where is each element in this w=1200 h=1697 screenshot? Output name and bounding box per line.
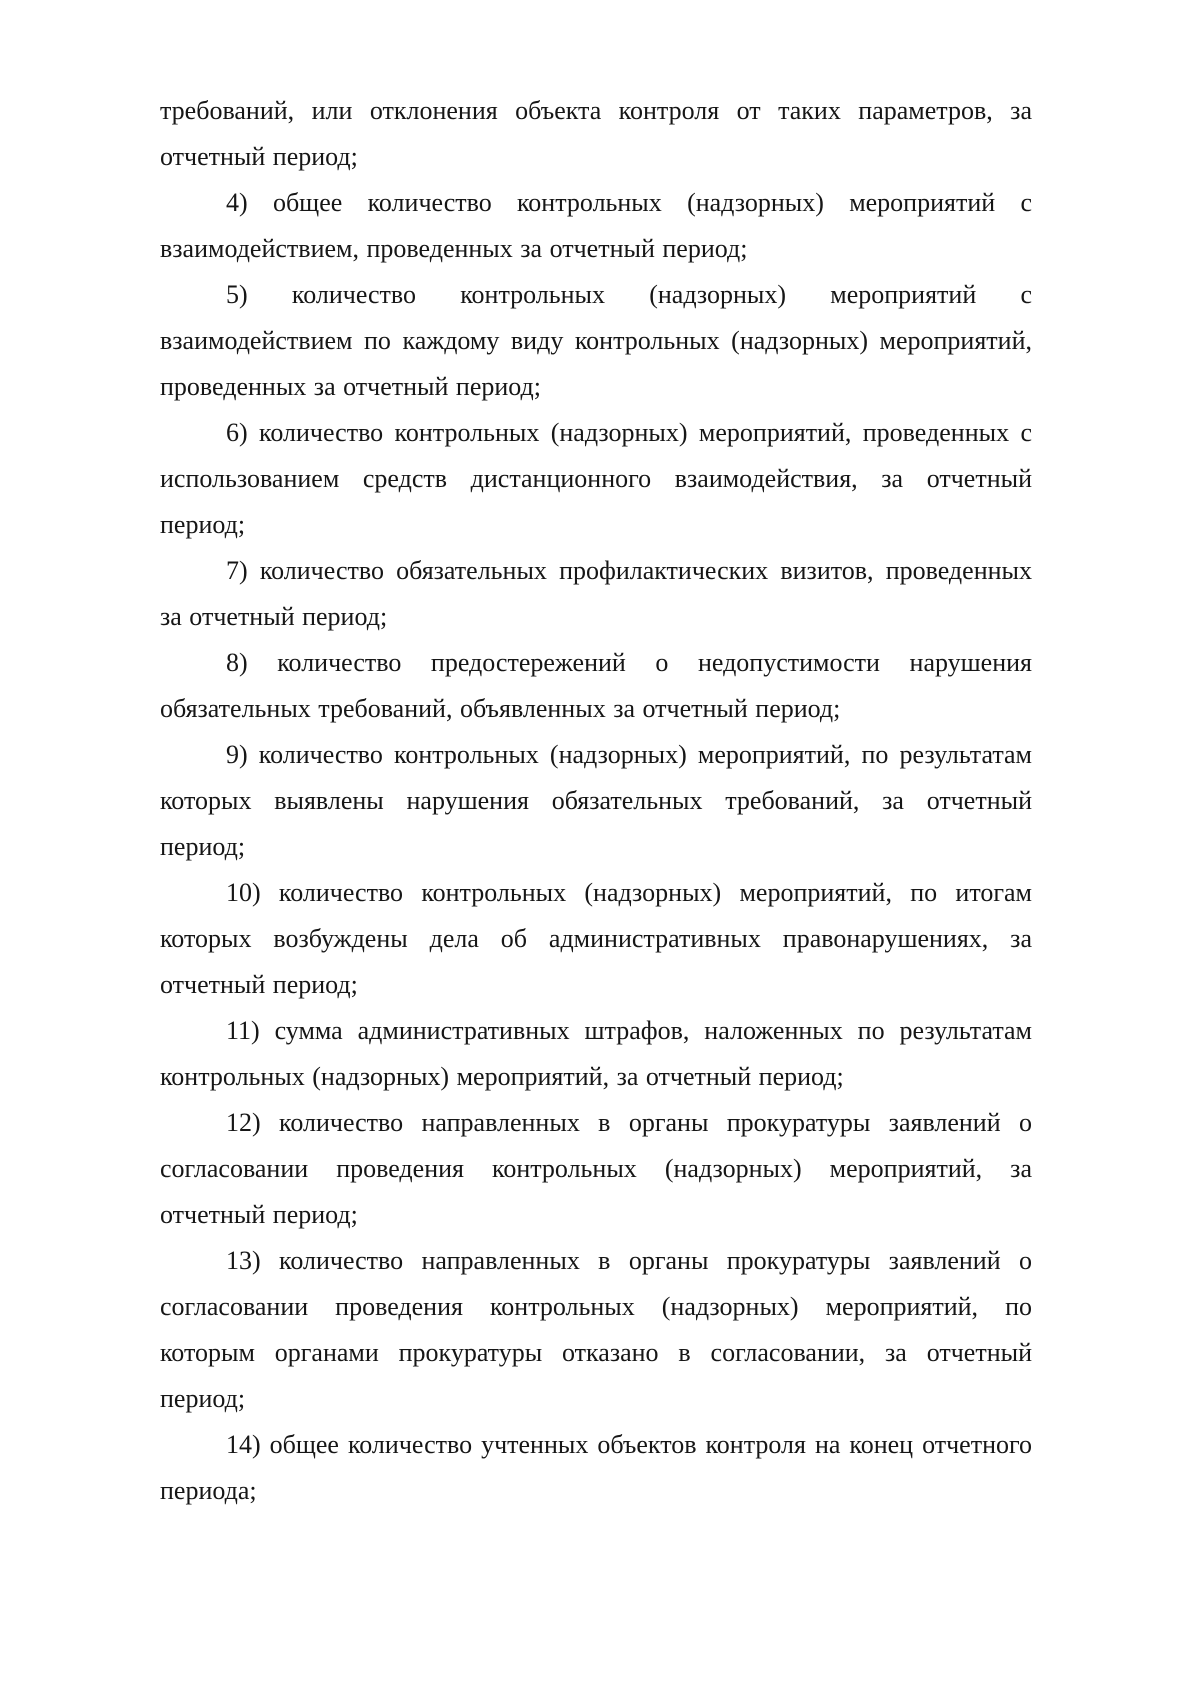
list-item-paragraph-4: 4) общее количество контрольных (надзорных) мероприятий с взаимодействием, проведенных за отчетный период; xyxy=(160,188,1032,263)
list-item-paragraph-14: 14) общее количество учтенных объектов контроля на конец отчетного периода; xyxy=(160,1430,1032,1505)
document-body xyxy=(160,88,1032,1514)
list-item-paragraph-12: 12) количество направленных в органы прокуратуры заявлений о согласовании проведения контрольных (надзорных) мероприятий, за отчетный период; xyxy=(160,1108,1032,1229)
list-item-paragraph-11: 11) сумма административных штрафов, наложенных по результатам контрольных (надзорных) мероприятий, за отчетный период; xyxy=(160,1016,1032,1091)
continuation-paragraph: требований, или отклонения объекта контроля от таких параметров, за отчетный период; xyxy=(160,96,1032,171)
list-item-paragraph-10: 10) количество контрольных (надзорных) мероприятий, по итогам которых возбуждены дела об административных правонарушениях, за отчетный период; xyxy=(160,878,1032,999)
list-item-paragraph-8: 8) количество предостережений о недопустимости нарушения обязательных требований, объявленных за отчетный период; xyxy=(160,648,1032,723)
list-item-paragraph-13: 13) количество направленных в органы прокуратуры заявлений о согласовании проведения контрольных (надзорных) мероприятий, по которым органами прокуратуры отказано в согласовании, за отчетный период; xyxy=(160,1246,1032,1413)
list-item-paragraph-7: 7) количество обязательных профилактических визитов, проведенных за отчетный период; xyxy=(160,556,1032,631)
list-item-paragraph-6: 6) количество контрольных (надзорных) мероприятий, проведенных с использованием средств дистанционного взаимодействия, за отчетный период; xyxy=(160,418,1032,539)
list-item-paragraph-9: 9) количество контрольных (надзорных) мероприятий, по результатам которых выявлены нарушения обязательных требований, за отчетный период; xyxy=(160,740,1032,861)
list-item-paragraph-5: 5) количество контрольных (надзорных) мероприятий с взаимодействием по каждому виду контрольных (надзорных) мероприятий, проведенных за отчетный период; xyxy=(160,280,1032,401)
